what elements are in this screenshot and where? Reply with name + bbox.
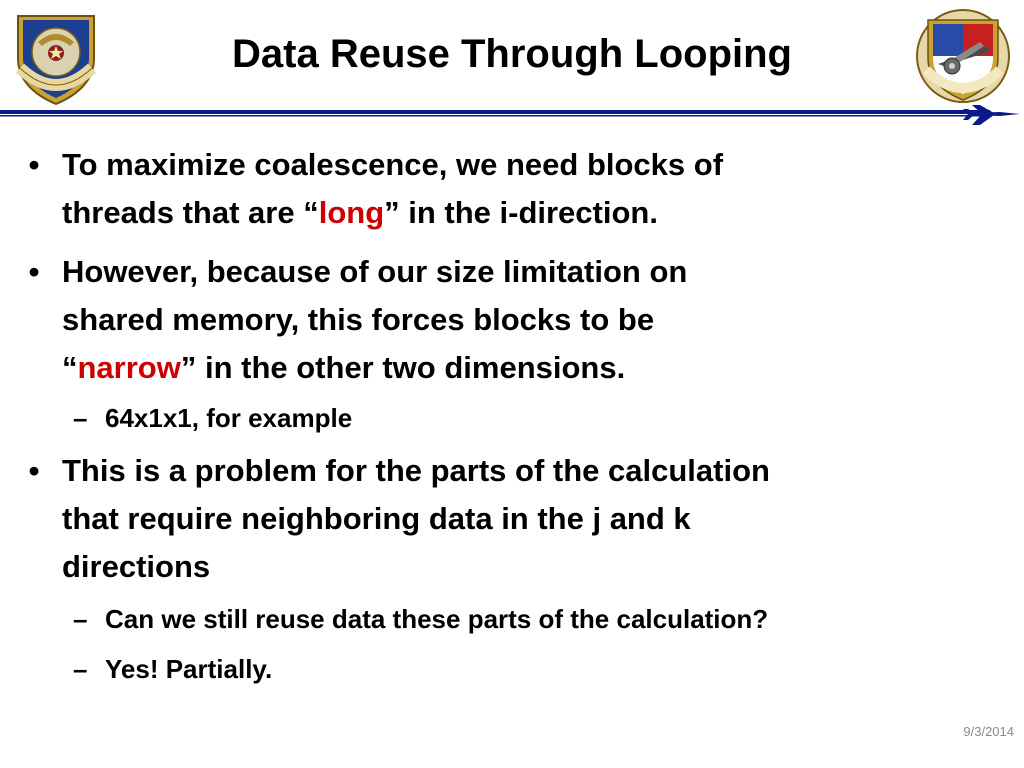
bullet-line: threads that are “long” in the i-direction. — [62, 195, 658, 230]
slide-title: Data Reuse Through Looping — [232, 32, 792, 76]
bullet-line: “narrow” in the other two dimensions. — [62, 350, 626, 385]
bullet-marker: • — [28, 453, 40, 488]
sub-bullet-text: 64x1x1, for example — [105, 403, 353, 433]
bullet-line: However, because of our size limitation on — [62, 254, 688, 289]
bullet-item — [28, 248, 1002, 392]
bullet-marker: • — [28, 254, 40, 289]
sub-bullet-marker: – — [73, 604, 88, 634]
sub-bullet-marker: – — [73, 654, 88, 684]
bullet-line: directions — [62, 549, 211, 584]
sub-bullet-item — [73, 401, 1005, 435]
bullet-line: shared memory, this forces blocks to be — [62, 302, 655, 337]
bullet-item — [28, 447, 1002, 591]
sub-bullet-item — [73, 602, 1005, 636]
bullet-line: To maximize coalescence, we need blocks of — [62, 147, 724, 182]
emphasis-narrow: narrow — [77, 350, 181, 385]
sub-bullet-item — [73, 652, 1005, 686]
emphasis-long: long — [318, 195, 385, 230]
sub-bullet-text: Yes! Partially. — [105, 654, 273, 684]
bullet-marker: • — [28, 147, 40, 182]
sub-bullet-text: Can we still reuse data these parts of the calculation? — [105, 604, 769, 634]
footer-date: 9/3/2014 — [963, 724, 1014, 739]
sub-bullet-marker: – — [73, 403, 88, 433]
bullet-item — [28, 141, 1002, 237]
bullet-line: This is a problem for the parts of the calculation — [62, 453, 770, 488]
bullet-line: that require neighboring data in the j and k — [62, 501, 691, 536]
